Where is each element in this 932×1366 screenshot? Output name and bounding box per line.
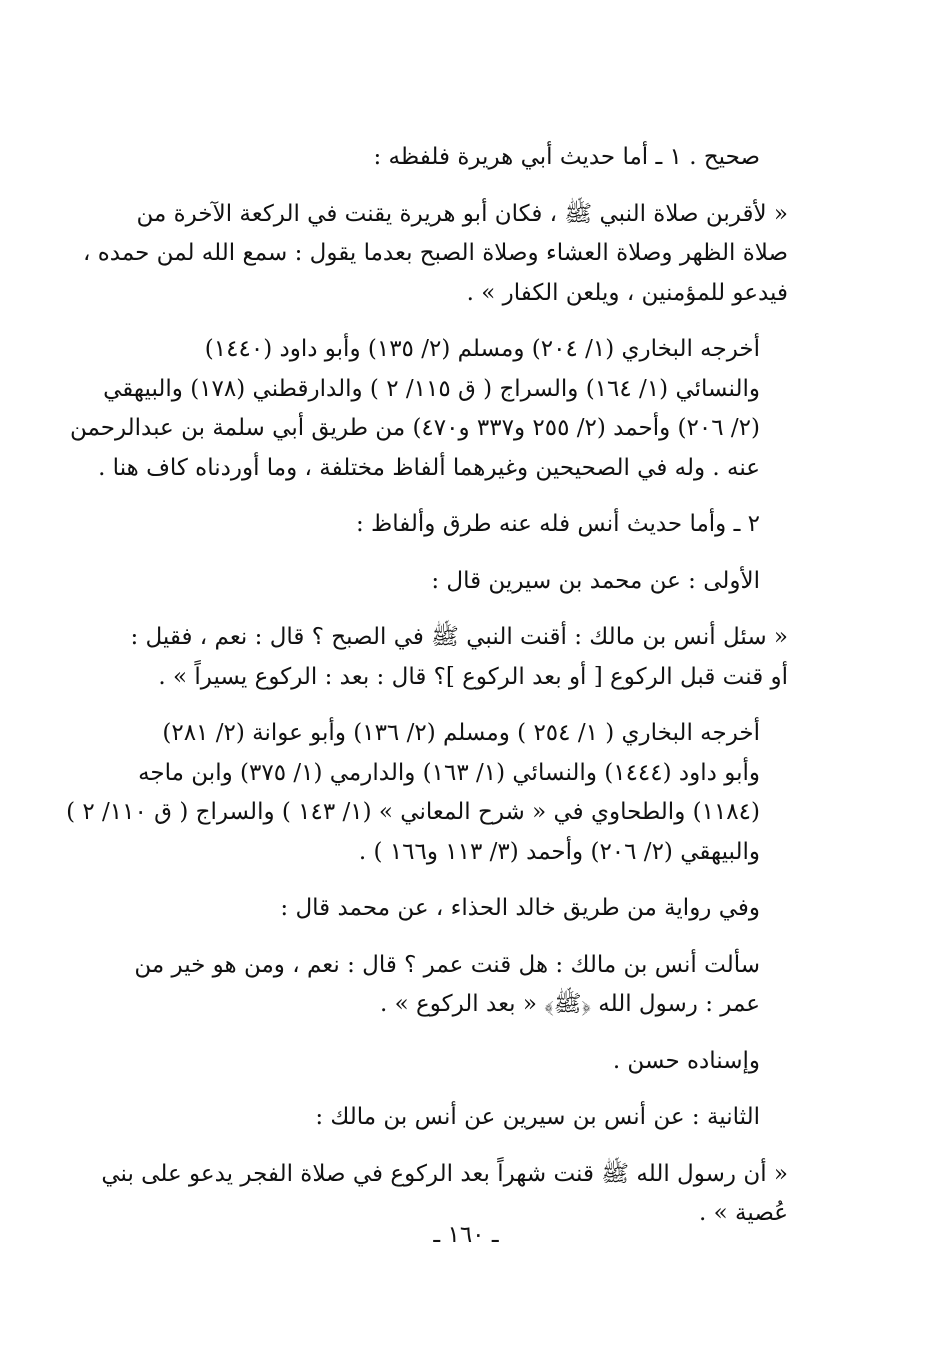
text-line: أو قنت قبل الركوع [ أو بعد الركوع ]؟ قال : بعد : الركوع يسيراً » . xyxy=(158,663,788,690)
paragraph-hadith-anas-question xyxy=(108,618,788,697)
text-line: عنه . وله في الصحيحين وغيرهما ألفاظ مختلفة ، وما أوردناه كاف هنا . xyxy=(98,454,760,481)
page-number: ـ ١٦٠ ـ xyxy=(433,1222,499,1248)
text-line: أخرجه البخاري ( ١/ ٢٥٤ ) ومسلم (٢/ ١٣٦) وأبو عوانة (٢/ ٢٨١) xyxy=(162,720,760,746)
text-line: والبيهقي (٢/ ٢٠٦) وأحمد (٣/ ١١٣ و١٦٦ ) . xyxy=(358,838,760,865)
text-line: عُصية » . xyxy=(699,1200,788,1226)
paragraph-sahih-abu-hurayrah-intro xyxy=(108,138,788,178)
paragraph-hadith-abu-hurayrah xyxy=(83,195,788,314)
text-line: فيدعو للمؤمنين ، ويلعن الكفار » . xyxy=(466,279,788,306)
text-line: عمر : رسول الله ﴿ﷺ﴾ « بعد الركوع » . xyxy=(380,991,760,1017)
text-line: الأولى : عن محمد بن سيرين قال : xyxy=(431,567,760,594)
paragraph-hadith-umar xyxy=(108,946,788,1025)
paragraph-isnad-hasan xyxy=(108,1042,788,1082)
text-line: صحيح . ١ ـ أما حديث أبي هريرة فلفظه : xyxy=(373,144,760,170)
text-line: وإسناده حسن . xyxy=(612,1047,760,1074)
paragraph-hadith-anas-intro xyxy=(108,505,788,545)
paragraph-first-path xyxy=(108,562,788,602)
document-body xyxy=(66,138,788,1251)
paragraph-khalid-riwaya xyxy=(108,889,788,929)
text-line: « لأقربن صلاة النبي ﷺ ، فكان أبو هريرة يقنت في الركعة الآخرة من xyxy=(136,200,788,227)
text-line: صلاة الظهر وصلاة العشاء وصلاة الصبح بعدما يقول : سمع الله لمن حمده ، xyxy=(83,240,788,266)
text-line: « سئل أنس بن مالك : أقنت النبي ﷺ في الصبح ؟ قال : نعم ، فقيل : xyxy=(130,624,788,650)
text-line: سألت أنس بن مالك : هل قنت عمر ؟ قال : نعم ، ومن هو خير من xyxy=(134,951,760,978)
text-line: وفي رواية من طريق خالد الحذاء ، عن محمد قال : xyxy=(280,895,760,921)
paragraph-takhrij-anas xyxy=(66,714,788,872)
text-line: (٢/ ٢٠٦) وأحمد (٢/ ٢٥٥ و٣٣٧ و٤٧٠) من طريق أبي سلمة بن عبدالرحمن xyxy=(69,415,760,441)
paragraph-second-path xyxy=(108,1098,788,1138)
text-line: والنسائي (١/ ١٦٤) والسراج ( ق ١١٥/ ٢ ) والدارقطني (١٧٨) والبيهقي xyxy=(103,375,760,402)
text-line: ٢ ـ وأما حديث أنس فله عنه طرق وألفاظ : xyxy=(355,511,760,537)
text-line: (١١٨٤) والطحاوي في « شرح المعاني » (١/ ١٤٣ ) والسراج ( ق ١١٠/ ٢ ) xyxy=(66,799,760,825)
text-line: « أن رسول الله ﷺ قنت شهراً بعد الركوع في صلاة الفجر يدعو على بني xyxy=(101,1160,788,1187)
text-line: أخرجه البخاري (١/ ٢٠٤) ومسلم (٢/ ١٣٥) وأبو داود (١٤٤٠) xyxy=(204,336,760,362)
paragraph-takhrij-abu-hurayrah xyxy=(69,330,788,488)
text-line: الثانية : عن أنس بن سيرين عن أنس بن مالك : xyxy=(315,1104,760,1130)
text-line: وأبو داود (١٤٤٤) والنسائي (١/ ١٦٣) والدارمي (١/ ٣٧٥) وابن ماجه xyxy=(138,759,760,786)
